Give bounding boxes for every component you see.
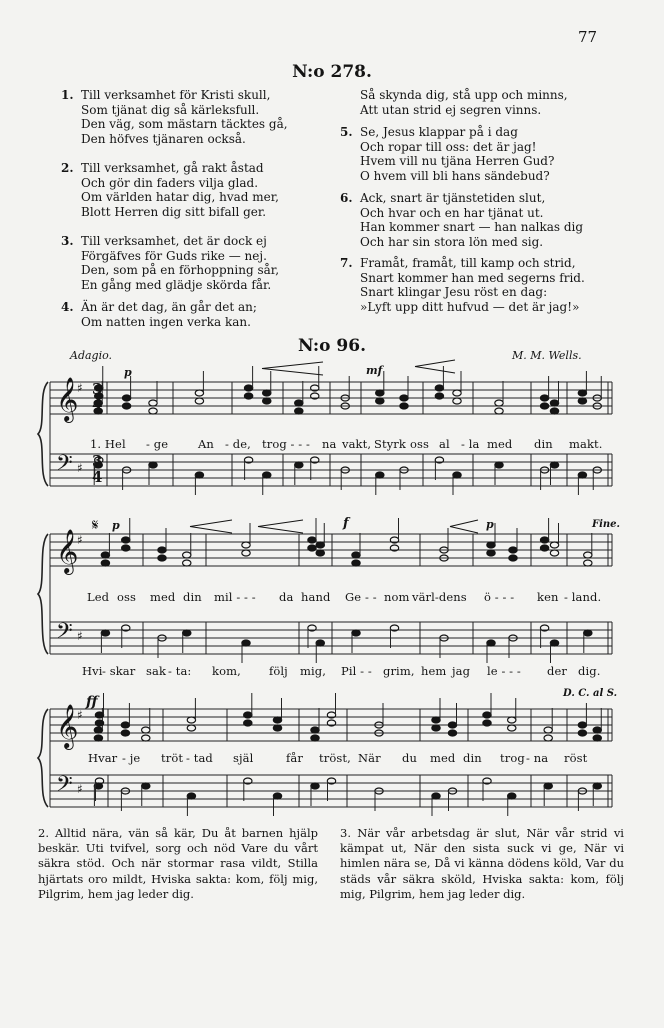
time-signature: 3 (92, 452, 103, 470)
note-head (142, 727, 150, 733)
note-head (94, 735, 102, 741)
sharp-icon: ♯ (77, 533, 83, 547)
segno-sign: 𝄋 (92, 516, 99, 534)
dynamic-mf: mf (366, 364, 383, 377)
note-head (495, 408, 503, 414)
note-head (95, 712, 103, 718)
note-head (94, 727, 102, 733)
note-head (448, 722, 456, 728)
note-head (593, 735, 601, 741)
treble-clef-icon: 𝄞 (56, 529, 79, 573)
note-head (183, 552, 191, 558)
system-brace (38, 382, 48, 486)
note-head (544, 783, 552, 789)
verse-7: 7. Framåt, framåt, till kamp och strid, Snart kommer han med segerns frid. Snart klingar Jesu röst en dag: »Lyft upp ditt hufvud — det är jag!» (340, 256, 585, 314)
hairpin (190, 520, 232, 533)
note-head (273, 725, 281, 731)
fine-marking: Fine. (592, 519, 621, 530)
note-head (508, 717, 516, 723)
note-head (495, 400, 503, 406)
tempo-marking: Adagio. (70, 349, 113, 362)
note-head (121, 730, 129, 736)
note-head (508, 725, 516, 731)
note-head (448, 730, 456, 736)
verse-1: 1. Till verksamhet för Kristi skull, Som tjänat dig så kärleksfull. Den väg, som mästarn täcktes gå, Den höfves tjänaren också. (61, 88, 288, 146)
hairpin (258, 520, 303, 533)
verse-4-cont: Så skynda dig, stå upp och minns, Att utan strid ej segren vinns. (360, 88, 568, 117)
note-head (495, 462, 503, 468)
note-head (158, 547, 166, 553)
stanza-3: 3. När vår arbetsdag är slut, När vår strid vi kämpat ut, När den sista suck vi ge, När vi himlen nära se, Då vi känna dödens köld, Var du städs vår säkra sköld, Hviska sakta: kom, följ mig, Pilgrim, hem jag leder dig. (340, 826, 624, 901)
note-head (195, 390, 203, 396)
sharp-icon: ♯ (77, 708, 83, 722)
verse-4: 4. Än är det dag, än går det an; Om natten ingen verka kan. (61, 300, 257, 329)
treble-clef-icon: 𝄞 (56, 704, 79, 748)
note-head (242, 542, 250, 548)
note-head (187, 717, 195, 723)
stanza-2: 2. Alltid nära, vän så kär, Du åt barnen hjälp beskär. Uti tvifvel, sorg och nöd Vare du vårt säkra stöd. Och när stormar rasa vildt, Stilla hjärtats oro mildt, Hviska sakta: kom, följ mig, Pilgrim, hem jag leder dig. (38, 826, 318, 901)
note-head (187, 793, 195, 799)
time-signature: 4 (92, 396, 103, 414)
dynamic-p-1: p (124, 366, 132, 379)
note-head (122, 537, 130, 543)
note-head (142, 735, 150, 741)
note-head (352, 630, 360, 636)
note-head (400, 395, 408, 401)
note-head (308, 545, 316, 551)
composer-credit: M. M. Wells. (512, 349, 582, 362)
note-head (453, 390, 461, 396)
note-head (376, 398, 384, 404)
treble-clef-icon: 𝄞 (56, 377, 79, 421)
note-head (376, 472, 384, 478)
note-head (242, 640, 250, 646)
note-head (122, 545, 130, 551)
sharp-icon: ♯ (77, 461, 83, 475)
hymn-96-number: N:o 96. (297, 336, 367, 356)
note-head (578, 730, 586, 736)
verse-3: 3. Till verksamhet, det är dock ej Förgäfves för Guds rike — nej. Den, som på en förhoppning sår, En gång med glädje skörda får. (61, 234, 280, 292)
note-head (550, 542, 558, 548)
note-head (550, 462, 558, 468)
note-head (487, 550, 495, 556)
note-head (550, 550, 558, 556)
note-head (578, 472, 586, 478)
note-head (376, 390, 384, 396)
verse-6: 6. Ack, snart är tjänstetiden slut, Och hvar och en har tjänat ut. Han kommer snart — han nalkas dig Och har sin stora lön med sig. (340, 191, 584, 249)
note-head (183, 630, 191, 636)
note-head (508, 793, 516, 799)
note-head (263, 398, 271, 404)
sharp-icon: ♯ (77, 629, 83, 643)
note-head (244, 393, 252, 399)
note-head (550, 408, 558, 414)
note-head (509, 555, 517, 561)
note-head (244, 720, 252, 726)
note-head (487, 640, 495, 646)
note-head (544, 727, 552, 733)
note-head (540, 537, 548, 543)
note-head (311, 735, 319, 741)
note-head (244, 712, 252, 718)
note-head (142, 783, 150, 789)
note-head (273, 793, 281, 799)
note-head (487, 542, 495, 548)
note-head (432, 793, 440, 799)
note-head (122, 395, 130, 401)
dynamic-p-2: p (112, 519, 120, 532)
note-head (295, 462, 303, 468)
sharp-icon: ♯ (77, 782, 83, 796)
score-marks (38, 360, 612, 816)
bass-clef-icon: 𝄢 (56, 451, 73, 481)
note-head (550, 400, 558, 406)
note-head (95, 720, 103, 726)
note-head (273, 717, 281, 723)
dynamic-ff: ff (86, 694, 98, 710)
note-head (183, 560, 191, 566)
note-head (195, 398, 203, 404)
note-head (509, 547, 517, 553)
note-head (295, 400, 303, 406)
note-head (352, 552, 360, 558)
note-head (453, 398, 461, 404)
note-head (101, 552, 109, 558)
note-head (578, 722, 586, 728)
note-head (584, 630, 592, 636)
bass-clef-icon: 𝄢 (56, 619, 73, 649)
note-head (195, 472, 203, 478)
bass-clef-icon: 𝄢 (56, 772, 73, 802)
note-head (435, 393, 443, 399)
note-head (295, 408, 303, 414)
note-head (544, 735, 552, 741)
note-head (453, 472, 461, 478)
note-head (149, 400, 157, 406)
note-head (308, 537, 316, 543)
note-head (550, 640, 558, 646)
dynamic-p-3: p (486, 518, 494, 531)
note-head (584, 552, 592, 558)
note-head (593, 727, 601, 733)
note-head (593, 783, 601, 789)
note-head (483, 720, 491, 726)
sharp-icon: ♯ (77, 381, 83, 395)
note-head (149, 462, 157, 468)
note-head (187, 725, 195, 731)
note-head (400, 403, 408, 409)
note-head (101, 560, 109, 566)
verse-5: 5. Se, Jesus klappar på i dag Och ropar till oss: det är jag! Hvem vill nu tjäna Herren Gud? O hvem vill bli hans sändebud? (340, 125, 555, 183)
note-head (316, 542, 324, 548)
note-head (316, 640, 324, 646)
verse-2: 2. Till verksamhet, gå rakt åstad Och gör din faders vilja glad. Om världen hatar dig, hvad mer, Blott Herren dig sitt bifall ger. (61, 161, 279, 219)
note-head (432, 717, 440, 723)
dynamic-f: f (343, 516, 349, 531)
note-head (483, 712, 491, 718)
note-head (578, 398, 586, 404)
note-head (584, 560, 592, 566)
note-head (540, 545, 548, 551)
system-brace (38, 709, 48, 807)
note-head (263, 472, 271, 478)
note-head (316, 550, 324, 556)
hymn-278-number: N:o 278. (292, 62, 372, 82)
note-head (263, 390, 271, 396)
note-head (352, 560, 360, 566)
system-brace (38, 534, 48, 654)
note-head (311, 727, 319, 733)
note-head (242, 550, 250, 556)
dc-al-segno: D. C. al S. (563, 688, 618, 699)
note-head (311, 783, 319, 789)
hairpin (450, 520, 478, 533)
note-head (121, 722, 129, 728)
note-head (435, 385, 443, 391)
note-head (540, 395, 548, 401)
note-head (122, 403, 130, 409)
note-head (149, 408, 157, 414)
note-head (244, 385, 252, 391)
note-head (578, 390, 586, 396)
time-signature: 3 (92, 380, 103, 398)
time-signature: 4 (92, 468, 103, 486)
note-head (540, 403, 548, 409)
note-head (432, 725, 440, 731)
page-number: 77 (578, 28, 598, 46)
note-head (101, 630, 109, 636)
note-head (158, 555, 166, 561)
hairpin (415, 360, 455, 373)
